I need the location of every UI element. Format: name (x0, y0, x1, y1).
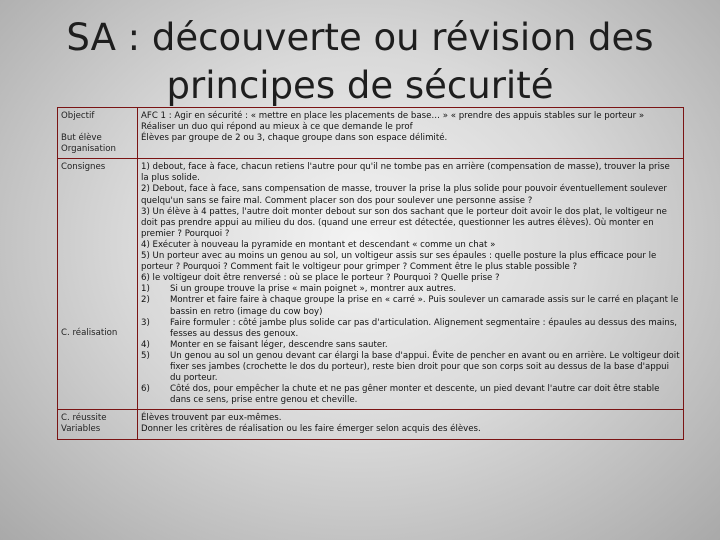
consigne-4: 4) Exécuter à nouveau la pyramide en montant et descendant « comme un chat » (141, 239, 496, 250)
row-content-consignes (138, 159, 684, 410)
table-row (58, 108, 684, 159)
label-realisation: C. réalisation (61, 328, 118, 339)
text-reussite: Élèves trouvent par eux-mêmes. (141, 413, 282, 424)
table-row (58, 410, 684, 439)
text-organisation: Élèves par groupe de 2 ou 3, chaque groupe dans son espace délimité. (141, 133, 448, 144)
row-labels-consignes (58, 159, 138, 410)
slide-title: SA : découverte ou révision des principes de sécurité (66, 16, 654, 107)
text-variables: Donner les critères de réalisation ou les faire émerger selon acquis des élèves. (141, 424, 481, 435)
list-item (141, 384, 680, 406)
label-consignes: Consignes (61, 162, 106, 173)
list-item (141, 295, 680, 317)
table-row (58, 159, 684, 410)
row-content-objectif (138, 108, 684, 159)
consigne-5: 5) Un porteur avec au moins un genou au sol, un voltigeur assis sur ses épaules : quelle posture la plus efficace pour le porteur ? Pourquoi ? Comment fait le voltigeur pour grimper ? Comment être le plus stable possible ? (141, 251, 657, 273)
item-number: 1) (141, 284, 150, 295)
item-text: Montrer et faire faire à chaque groupe la prise en « carré ». Puis soulever un camarade assis sur le carré en plaçant le bassin en retro (image du cow boy) (170, 295, 679, 317)
consigne-6: 6) le voltigeur doit être renversé : où se place le porteur ? Pourquoi ? Quelle prise ? (141, 273, 500, 284)
list-item (141, 318, 680, 340)
label-variables: Variables (61, 424, 101, 435)
consigne-3: 3) Un élève à 4 pattes, l'autre doit monter debout sur son dos sachant que le porteur doit avoir le dos plat, le voltigeur ne doit pas prendre appui au milieu du dos. (quand une erreur est détectée, questionner les autres élèves). Où monter en premier ? Pourquoi ? (141, 206, 667, 239)
item-text: Si un groupe trouve la prise « main poignet », montrer aux autres. (170, 284, 457, 295)
lesson-table (57, 107, 684, 440)
item-text: Monter en se faisant léger, descendre sans sauter. (170, 339, 388, 350)
label-but-eleve: But élève (61, 133, 102, 144)
row-content-reussite (138, 410, 684, 439)
row-labels-reussite (58, 410, 138, 439)
label-reussite: C. réussite (61, 413, 107, 424)
realisation-list (141, 284, 680, 406)
label-organisation: Organisation (61, 144, 116, 155)
item-number: 2) (141, 295, 150, 306)
list-item (141, 284, 680, 295)
list-item (141, 351, 680, 384)
consigne-2: 2) Debout, face à face, sans compensation de masse, trouver la prise la plus solide pour pouvoir éventuellement soulever quelqu'un sans se faire mal. Comment placer son dos pour soulever une personne assise ? (141, 184, 667, 206)
item-text: Côté dos, pour empêcher la chute et ne pas gêner monter et descente, un pied devant l'autre car doit être stable dans ce sens, prise entre genou et cheville. (170, 384, 660, 406)
text-objectif: AFC 1 : Agir en sécurité : « mettre en place les placements de base… » « prendre des appuis stables sur le porteur » (141, 111, 645, 121)
row-labels-objectif (58, 108, 138, 159)
item-number: 4) (141, 339, 150, 350)
item-number: 3) (141, 317, 150, 328)
consigne-1: 1) debout, face à face, chacun retiens l'autre pour qu'il ne tombe pas en arrière (compensation de masse), trouver la prise la plus solide. (141, 162, 670, 184)
label-objectif: Objectif (61, 111, 95, 121)
item-number: 5) (141, 350, 150, 361)
item-text: Faire formuler : côté jambe plus solide car pas d'articulation. Alignement segmentaire : épaules au dessus des mains, fesses au dessus des genoux. (170, 317, 678, 339)
list-item (141, 340, 680, 351)
item-text: Un genou au sol un genou devant car élargi la base d'appui. Évite de pencher en avant ou en arrière. Le voltigeur doit fixer ses jambes (crochette le dos du porteur), reste bien droit pour que son corps soit au dessus de la base d'appui du porteur. (170, 350, 680, 384)
text-but-eleve: Réaliser un duo qui répond au mieux à ce que demande le prof (141, 122, 413, 133)
item-number: 6) (141, 384, 150, 395)
